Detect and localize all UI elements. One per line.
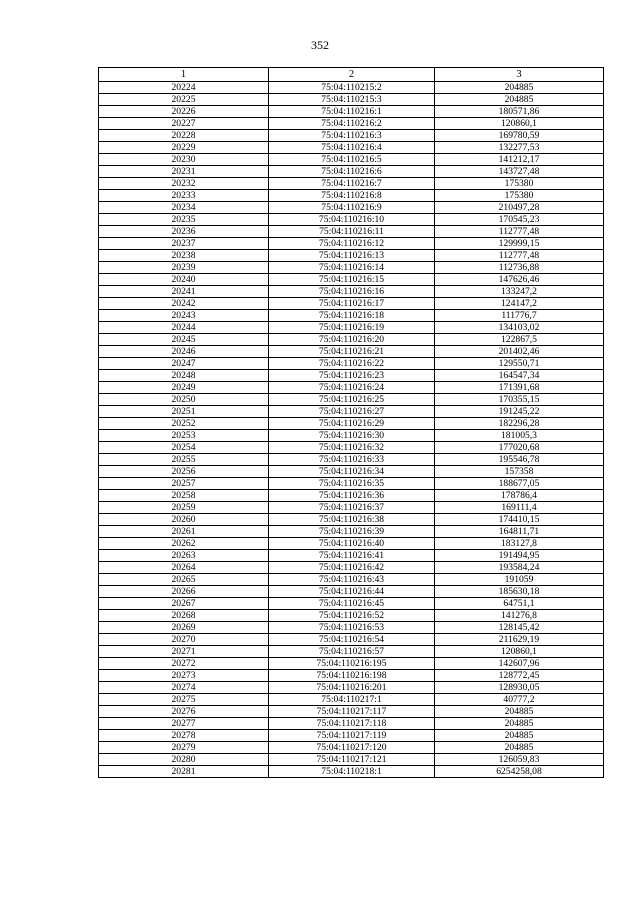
value-cell: 180571,86: [435, 106, 604, 118]
table-row: [99, 94, 604, 106]
value-cell: 191245,22: [435, 406, 604, 418]
row-number-cell: 20249: [99, 382, 269, 394]
table-row: [99, 694, 604, 706]
cadastral-number-cell: 75:04:110216:17: [269, 298, 435, 310]
row-number-cell: 20264: [99, 562, 269, 574]
table-row: [99, 514, 604, 526]
table-row: [99, 178, 604, 190]
value-cell: 204885: [435, 718, 604, 730]
table-row: [99, 154, 604, 166]
cadastral-number-cell: 75:04:110216:43: [269, 574, 435, 586]
table-row: [99, 658, 604, 670]
value-cell: 6254258,08: [435, 766, 604, 778]
cadastral-number-cell: 75:04:110216:13: [269, 250, 435, 262]
row-number-cell: 20243: [99, 310, 269, 322]
row-number-cell: 20269: [99, 622, 269, 634]
row-number-cell: 20259: [99, 502, 269, 514]
row-number-cell: 20271: [99, 646, 269, 658]
value-cell: 171391,68: [435, 382, 604, 394]
cadastral-number-cell: 75:04:110216:34: [269, 466, 435, 478]
table-row: [99, 118, 604, 130]
cadastral-number-cell: 75:04:110216:6: [269, 166, 435, 178]
row-number-cell: 20246: [99, 346, 269, 358]
value-cell: 204885: [435, 82, 604, 94]
cadastral-number-cell: 75:04:110216:24: [269, 382, 435, 394]
row-number-cell: 20229: [99, 142, 269, 154]
table-row: [99, 238, 604, 250]
table-row: [99, 730, 604, 742]
value-cell: 129550,71: [435, 358, 604, 370]
row-number-cell: 20227: [99, 118, 269, 130]
row-number-cell: 20226: [99, 106, 269, 118]
cadastral-number-cell: 75:04:110216:1: [269, 106, 435, 118]
row-number-cell: 20239: [99, 262, 269, 274]
table-row: [99, 334, 604, 346]
value-cell: 64751,1: [435, 598, 604, 610]
cadastral-number-cell: 75:04:110215:3: [269, 94, 435, 106]
row-number-cell: 20275: [99, 694, 269, 706]
table-row: [99, 394, 604, 406]
cadastral-number-cell: 75:04:110216:27: [269, 406, 435, 418]
row-number-cell: 20270: [99, 634, 269, 646]
row-number-cell: 20280: [99, 754, 269, 766]
cadastral-number-cell: 75:04:110216:21: [269, 346, 435, 358]
value-cell: 188677,05: [435, 478, 604, 490]
cadastral-number-cell: 75:04:110217:1: [269, 694, 435, 706]
table-row: [99, 538, 604, 550]
cadastral-number-cell: 75:04:110216:20: [269, 334, 435, 346]
row-number-cell: 20230: [99, 154, 269, 166]
value-cell: 177020,68: [435, 442, 604, 454]
value-cell: 181005,3: [435, 430, 604, 442]
row-number-cell: 20258: [99, 490, 269, 502]
value-cell: 128930,05: [435, 682, 604, 694]
row-number-cell: 20265: [99, 574, 269, 586]
value-cell: 211629,19: [435, 634, 604, 646]
cadastral-number-cell: 75:04:110216:32: [269, 442, 435, 454]
value-cell: 157358: [435, 466, 604, 478]
row-number-cell: 20281: [99, 766, 269, 778]
table-row: [99, 718, 604, 730]
table-row: [99, 502, 604, 514]
table-row: [99, 682, 604, 694]
row-number-cell: 20250: [99, 394, 269, 406]
cadastral-number-cell: 75:04:110216:3: [269, 130, 435, 142]
table-row: [99, 766, 604, 778]
value-cell: 183127,8: [435, 538, 604, 550]
table-row: [99, 286, 604, 298]
table-row: [99, 262, 604, 274]
cadastral-number-cell: 75:04:110217:121: [269, 754, 435, 766]
cadastral-number-cell: 75:04:110216:11: [269, 226, 435, 238]
value-cell: 170545,23: [435, 214, 604, 226]
row-number-cell: 20276: [99, 706, 269, 718]
row-number-cell: 20267: [99, 598, 269, 610]
cadastral-number-cell: 75:04:110215:2: [269, 82, 435, 94]
cadastral-number-cell: 75:04:110216:19: [269, 322, 435, 334]
row-number-cell: 20234: [99, 202, 269, 214]
table-row: [99, 310, 604, 322]
cadastral-number-cell: 75:04:110216:53: [269, 622, 435, 634]
row-number-cell: 20224: [99, 82, 269, 94]
table-row: [99, 478, 604, 490]
table-row: [99, 442, 604, 454]
table-row: [99, 754, 604, 766]
header-row: [99, 68, 604, 82]
row-number-cell: 20244: [99, 322, 269, 334]
table-row: [99, 550, 604, 562]
row-number-cell: 20247: [99, 358, 269, 370]
cadastral-number-cell: 75:04:110216:5: [269, 154, 435, 166]
table-row: [99, 130, 604, 142]
row-number-cell: 20257: [99, 478, 269, 490]
column-header-1: 1: [99, 68, 269, 82]
table-row: [99, 190, 604, 202]
row-number-cell: 20228: [99, 130, 269, 142]
value-cell: 122867,5: [435, 334, 604, 346]
value-cell: 169780,59: [435, 130, 604, 142]
row-number-cell: 20241: [99, 286, 269, 298]
cadastral-number-cell: 75:04:110216:4: [269, 142, 435, 154]
table-row: [99, 250, 604, 262]
cadastral-number-cell: 75:04:110216:8: [269, 190, 435, 202]
table-row: [99, 202, 604, 214]
row-number-cell: 20255: [99, 454, 269, 466]
value-cell: 195546,78: [435, 454, 604, 466]
cadastral-number-cell: 75:04:110216:33: [269, 454, 435, 466]
cadastral-number-cell: 75:04:110216:36: [269, 490, 435, 502]
cadastral-number-cell: 75:04:110216:40: [269, 538, 435, 550]
page-number: 352: [311, 38, 329, 52]
row-number-cell: 20263: [99, 550, 269, 562]
value-cell: 143727,48: [435, 166, 604, 178]
row-number-cell: 20251: [99, 406, 269, 418]
row-number-cell: 20266: [99, 586, 269, 598]
table-row: [99, 454, 604, 466]
value-cell: 204885: [435, 94, 604, 106]
row-number-cell: 20233: [99, 190, 269, 202]
table-header: [99, 68, 604, 82]
table-row: [99, 298, 604, 310]
cadastral-number-cell: 75:04:110216:42: [269, 562, 435, 574]
table-row: [99, 742, 604, 754]
value-cell: 111776,7: [435, 310, 604, 322]
cadastral-number-cell: 75:04:110216:12: [269, 238, 435, 250]
row-number-cell: 20225: [99, 94, 269, 106]
cadastral-number-cell: 75:04:110217:120: [269, 742, 435, 754]
cadastral-number-cell: 75:04:110217:119: [269, 730, 435, 742]
value-cell: 128145,42: [435, 622, 604, 634]
value-cell: 204885: [435, 742, 604, 754]
cadastral-number-cell: 75:04:110216:54: [269, 634, 435, 646]
cadastral-number-cell: 75:04:110216:29: [269, 418, 435, 430]
table-row: [99, 370, 604, 382]
row-number-cell: 20253: [99, 430, 269, 442]
cadastral-number-cell: 75:04:110216:30: [269, 430, 435, 442]
table-row: [99, 322, 604, 334]
value-cell: 128772,45: [435, 670, 604, 682]
value-cell: 185630,18: [435, 586, 604, 598]
row-number-cell: 20260: [99, 514, 269, 526]
value-cell: 120860,1: [435, 646, 604, 658]
cadastral-number-cell: 75:04:110216:45: [269, 598, 435, 610]
table-row: [99, 562, 604, 574]
value-cell: 164811,71: [435, 526, 604, 538]
value-cell: 175380: [435, 190, 604, 202]
value-cell: 124147,2: [435, 298, 604, 310]
cadastral-number-cell: 75:04:110216:57: [269, 646, 435, 658]
cadastral-number-cell: 75:04:110216:18: [269, 310, 435, 322]
row-number-cell: 20278: [99, 730, 269, 742]
value-cell: 132277,53: [435, 142, 604, 154]
table-row: [99, 214, 604, 226]
cadastral-number-cell: 75:04:110216:15: [269, 274, 435, 286]
row-number-cell: 20254: [99, 442, 269, 454]
table-row: [99, 346, 604, 358]
table-row: [99, 646, 604, 658]
table-row: [99, 526, 604, 538]
table-row: [99, 274, 604, 286]
cadastral-number-cell: 75:04:110216:23: [269, 370, 435, 382]
row-number-cell: 20245: [99, 334, 269, 346]
table-row: [99, 598, 604, 610]
table-row: [99, 358, 604, 370]
cadastral-number-cell: 75:04:110216:14: [269, 262, 435, 274]
table-row: [99, 622, 604, 634]
value-cell: 147626,46: [435, 274, 604, 286]
value-cell: 178786,4: [435, 490, 604, 502]
row-number-cell: 20273: [99, 670, 269, 682]
cadastral-number-cell: 75:04:110216:52: [269, 610, 435, 622]
table-row: [99, 634, 604, 646]
row-number-cell: 20248: [99, 370, 269, 382]
row-number-cell: 20238: [99, 250, 269, 262]
cadastral-number-cell: 75:04:110216:44: [269, 586, 435, 598]
value-cell: 40777,2: [435, 694, 604, 706]
row-number-cell: 20237: [99, 238, 269, 250]
value-cell: 204885: [435, 730, 604, 742]
cadastral-number-cell: 75:04:110217:118: [269, 718, 435, 730]
row-number-cell: 20274: [99, 682, 269, 694]
cadastral-number-cell: 75:04:110216:10: [269, 214, 435, 226]
table-row: [99, 226, 604, 238]
cadastral-number-cell: 75:04:110216:16: [269, 286, 435, 298]
table-row: [99, 106, 604, 118]
value-cell: 182296,28: [435, 418, 604, 430]
table-row: [99, 382, 604, 394]
table-body: [99, 82, 604, 778]
table-row: [99, 610, 604, 622]
row-number-cell: 20262: [99, 538, 269, 550]
table-row: [99, 142, 604, 154]
row-number-cell: 20256: [99, 466, 269, 478]
table-row: [99, 586, 604, 598]
value-cell: 164547,34: [435, 370, 604, 382]
row-number-cell: 20261: [99, 526, 269, 538]
value-cell: 133247,2: [435, 286, 604, 298]
value-cell: 170355,15: [435, 394, 604, 406]
value-cell: 112777,48: [435, 226, 604, 238]
table-row: [99, 82, 604, 94]
cadastral-number-cell: 75:04:110216:37: [269, 502, 435, 514]
row-number-cell: 20236: [99, 226, 269, 238]
table-row: [99, 430, 604, 442]
cadastral-number-cell: 75:04:110216:201: [269, 682, 435, 694]
cadastral-number-cell: 75:04:110217:117: [269, 706, 435, 718]
cadastral-number-cell: 75:04:110216:22: [269, 358, 435, 370]
row-number-cell: 20279: [99, 742, 269, 754]
cadastral-number-cell: 75:04:110216:9: [269, 202, 435, 214]
value-cell: 112777,48: [435, 250, 604, 262]
table-row: [99, 490, 604, 502]
table-row: [99, 466, 604, 478]
row-number-cell: 20235: [99, 214, 269, 226]
value-cell: 126059,83: [435, 754, 604, 766]
value-cell: 129999,15: [435, 238, 604, 250]
value-cell: 193584,24: [435, 562, 604, 574]
row-number-cell: 20242: [99, 298, 269, 310]
row-number-cell: 20252: [99, 418, 269, 430]
value-cell: 120860,1: [435, 118, 604, 130]
row-number-cell: 20277: [99, 718, 269, 730]
value-cell: 141212,17: [435, 154, 604, 166]
value-cell: 210497,28: [435, 202, 604, 214]
value-cell: 112736,88: [435, 262, 604, 274]
cadastral-number-cell: 75:04:110216:195: [269, 658, 435, 670]
value-cell: 174410,15: [435, 514, 604, 526]
row-number-cell: 20272: [99, 658, 269, 670]
row-number-cell: 20232: [99, 178, 269, 190]
table-row: [99, 706, 604, 718]
value-cell: 204885: [435, 706, 604, 718]
data-table: [98, 67, 604, 778]
value-cell: 191059: [435, 574, 604, 586]
cadastral-number-cell: 75:04:110216:7: [269, 178, 435, 190]
value-cell: 134103,02: [435, 322, 604, 334]
cadastral-number-cell: 75:04:110216:38: [269, 514, 435, 526]
row-number-cell: 20231: [99, 166, 269, 178]
table-row: [99, 574, 604, 586]
cadastral-number-cell: 75:04:110218:1: [269, 766, 435, 778]
cadastral-number-cell: 75:04:110216:2: [269, 118, 435, 130]
table-row: [99, 406, 604, 418]
cadastral-number-cell: 75:04:110216:35: [269, 478, 435, 490]
cadastral-number-cell: 75:04:110216:198: [269, 670, 435, 682]
value-cell: 169111,4: [435, 502, 604, 514]
value-cell: 142607,96: [435, 658, 604, 670]
cadastral-number-cell: 75:04:110216:25: [269, 394, 435, 406]
cadastral-number-cell: 75:04:110216:41: [269, 550, 435, 562]
column-header-3: 3: [435, 68, 604, 82]
value-cell: 191494,95: [435, 550, 604, 562]
value-cell: 201402,46: [435, 346, 604, 358]
row-number-cell: 20268: [99, 610, 269, 622]
cadastral-number-cell: 75:04:110216:39: [269, 526, 435, 538]
row-number-cell: 20240: [99, 274, 269, 286]
table-row: [99, 166, 604, 178]
value-cell: 141276,8: [435, 610, 604, 622]
column-header-2: 2: [269, 68, 435, 82]
value-cell: 175380: [435, 178, 604, 190]
table-row: [99, 418, 604, 430]
table-row: [99, 670, 604, 682]
